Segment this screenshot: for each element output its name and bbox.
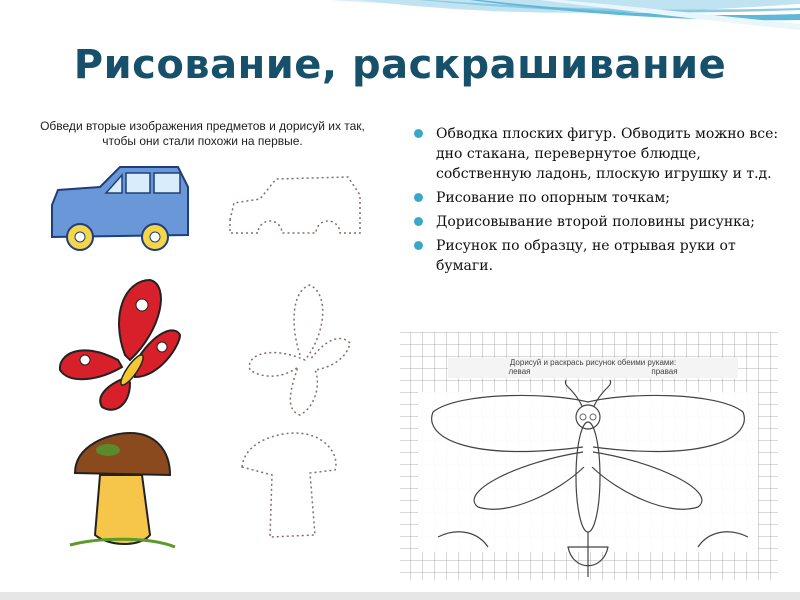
bullet-icon — [414, 241, 423, 250]
worksheet-heading-text: Дорисуй и раскрась рисунок обеими руками: — [509, 358, 677, 367]
tracing-worksheet — [30, 115, 375, 560]
worksheet-illustrations — [30, 115, 375, 560]
worksheet-heading — [448, 358, 738, 378]
mushroom-picture — [70, 433, 175, 547]
bullet-icon — [414, 129, 423, 138]
list-item-text: Дорисовывание второй половины рисунка; — [436, 214, 755, 230]
list-item — [412, 124, 782, 184]
car-picture — [52, 167, 188, 250]
butterfly-outline-dotted — [249, 285, 350, 415]
hand-labels — [448, 367, 738, 376]
methods-list — [412, 124, 782, 280]
list-item — [412, 236, 782, 276]
symmetry-worksheet — [398, 332, 780, 580]
instruction-line: Обведи вторые изображения предметов и дорисуй их так, — [40, 119, 365, 133]
drawing-area — [418, 392, 758, 552]
list-item-text: Рисунок по образцу, не отрывая руки от бумаги. — [436, 238, 736, 274]
list-item-text: Обводка плоских фигур. Обводить можно все: дно стакана, перевернутое блюдце, собственную ладонь, плоскую игрушку и т.д. — [436, 126, 779, 182]
right-hand-label: правая — [651, 367, 678, 376]
list-item — [412, 212, 782, 232]
list-item — [412, 188, 782, 208]
bottom-shadow — [0, 592, 800, 600]
list-item-text: Рисование по опорным точкам; — [436, 190, 670, 206]
left-hand-label: левая — [508, 367, 531, 376]
instruction-line: чтобы они стали похожи на первые. — [102, 134, 303, 148]
mushroom-outline-dotted — [242, 433, 336, 537]
bullet-icon — [414, 193, 423, 202]
slide-title: Рисование, раскрашивание — [73, 42, 727, 88]
butterfly-picture — [60, 280, 180, 410]
car-outline-dotted — [230, 177, 360, 233]
bullet-icon — [414, 217, 423, 226]
